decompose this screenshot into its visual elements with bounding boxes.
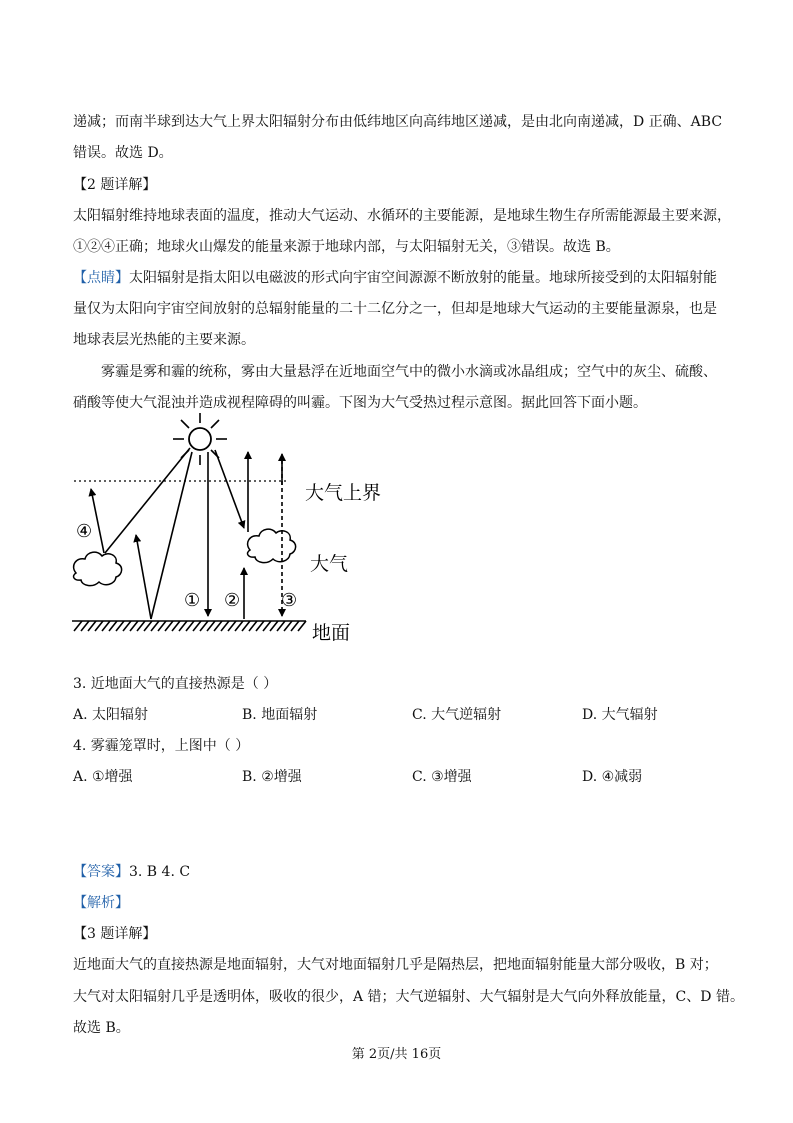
q3-detail-line-3: 故选 B。 — [73, 1020, 130, 1036]
reflection-arrow-4 — [91, 489, 104, 553]
q4-stem: 4. 雾霾笼罩时，上图中（ ） — [73, 738, 250, 754]
q3-option-b: B. 地面辐射 — [242, 707, 318, 723]
q3-detail-line-1: 近地面大气的直接热源是地面辐射，大气对地面辐射几乎是隔热层，把地面辐射能量大部分吸收，B 对； — [73, 957, 718, 973]
tip-line-1 — [73, 268, 717, 288]
prev-explanation-line-2: 错误。故选 D。 — [73, 145, 173, 161]
tip-line-3: 地球表层光热能的主要来源。 — [73, 332, 255, 348]
answer-label: 【答案】 — [73, 864, 129, 880]
intro-line-1: 雾霾是雾和霾的统称，雾由大量悬浮在近地面空气中的微小水滴或冰晶组成；空气中的灰尘、硫酸、 — [101, 364, 717, 380]
answer-line — [73, 862, 190, 882]
tip-label: 【点睛】 — [73, 270, 129, 286]
q3-stem: 3. 近地面大气的直接热源是（ ） — [73, 676, 278, 692]
q3-detail-line-2: 大气对太阳辐射几乎是透明体，吸收的很少，A 错；大气逆辐射、大气辐射是大气向外释放能量，C、D 错。 — [73, 989, 744, 1005]
q3-option-c: C. 大气逆辐射 — [412, 707, 502, 723]
mark-2: ② — [224, 590, 241, 611]
q3-option-d: D. 大气辐射 — [582, 707, 658, 723]
q4-option-d: D. ④减弱 — [582, 769, 643, 785]
intro-line-2: 硝酸等使大气混浊并造成视程障碍的叫霾。下图为大气受热过程示意图。据此回答下面小题。 — [73, 395, 647, 411]
page-footer: 第 2页/共 16页 — [351, 1047, 442, 1062]
analysis-label: 【解析】 — [73, 895, 129, 911]
q3-option-a: A. 太阳辐射 — [73, 707, 149, 723]
ground-hatch — [72, 621, 306, 631]
answer-text: 3. B 4. C — [129, 864, 191, 880]
q4-option-b: B. ②增强 — [242, 769, 302, 785]
q4-option-a: A. ①增强 — [73, 769, 133, 785]
cloud-left-icon — [74, 552, 122, 585]
prev-explanation-line-1: 递减；而南半球到达大气上界太阳辐射分布由低纬地区向高纬地区递减，是由北向南递减，D 正确、ABC — [73, 114, 723, 130]
cloud-right-icon — [248, 529, 296, 562]
label-atmosphere-top: 大气上界 — [305, 482, 382, 504]
q2-detail-heading: 【2 题详解】 — [73, 177, 157, 193]
mark-3: ③ — [281, 590, 298, 611]
label-ground: 地面 — [312, 622, 351, 644]
atmosphere-heating-diagram — [60, 410, 400, 655]
q2-detail-line-2: ①②④正确；地球火山爆发的能量来源于地球内部，与太阳辐射无关，③错误。故选 B。 — [73, 239, 620, 255]
tip-text-1: 太阳辐射是指太阳以电磁波的形式向宇宙空间源源不断放射的能量。地球所接受到的太阳辐射能 — [129, 270, 717, 286]
q4-option-c: C. ③增强 — [412, 769, 472, 785]
ground-radiation-arrow — [136, 535, 151, 619]
q3-detail-heading: 【3 题详解】 — [73, 926, 157, 942]
label-atmosphere: 大气 — [310, 553, 349, 575]
solar-to-right-cloud-arrow — [215, 450, 244, 528]
sun-icon — [173, 413, 227, 465]
q2-detail-line-1: 太阳辐射维持地球表面的温度，推动大气运动、水循环的主要能源，是地球生物生存所需能源最主要来源， — [73, 208, 731, 224]
mark-1: ① — [184, 590, 201, 611]
tip-line-2: 量仅为太阳向宇宙空间放射的总辐射能量的二十二亿分之一，但却是地球大气运动的主要能量源泉，也是 — [73, 301, 717, 317]
mark-4: ④ — [76, 521, 93, 542]
solar-to-cloud-arrow — [105, 448, 190, 553]
